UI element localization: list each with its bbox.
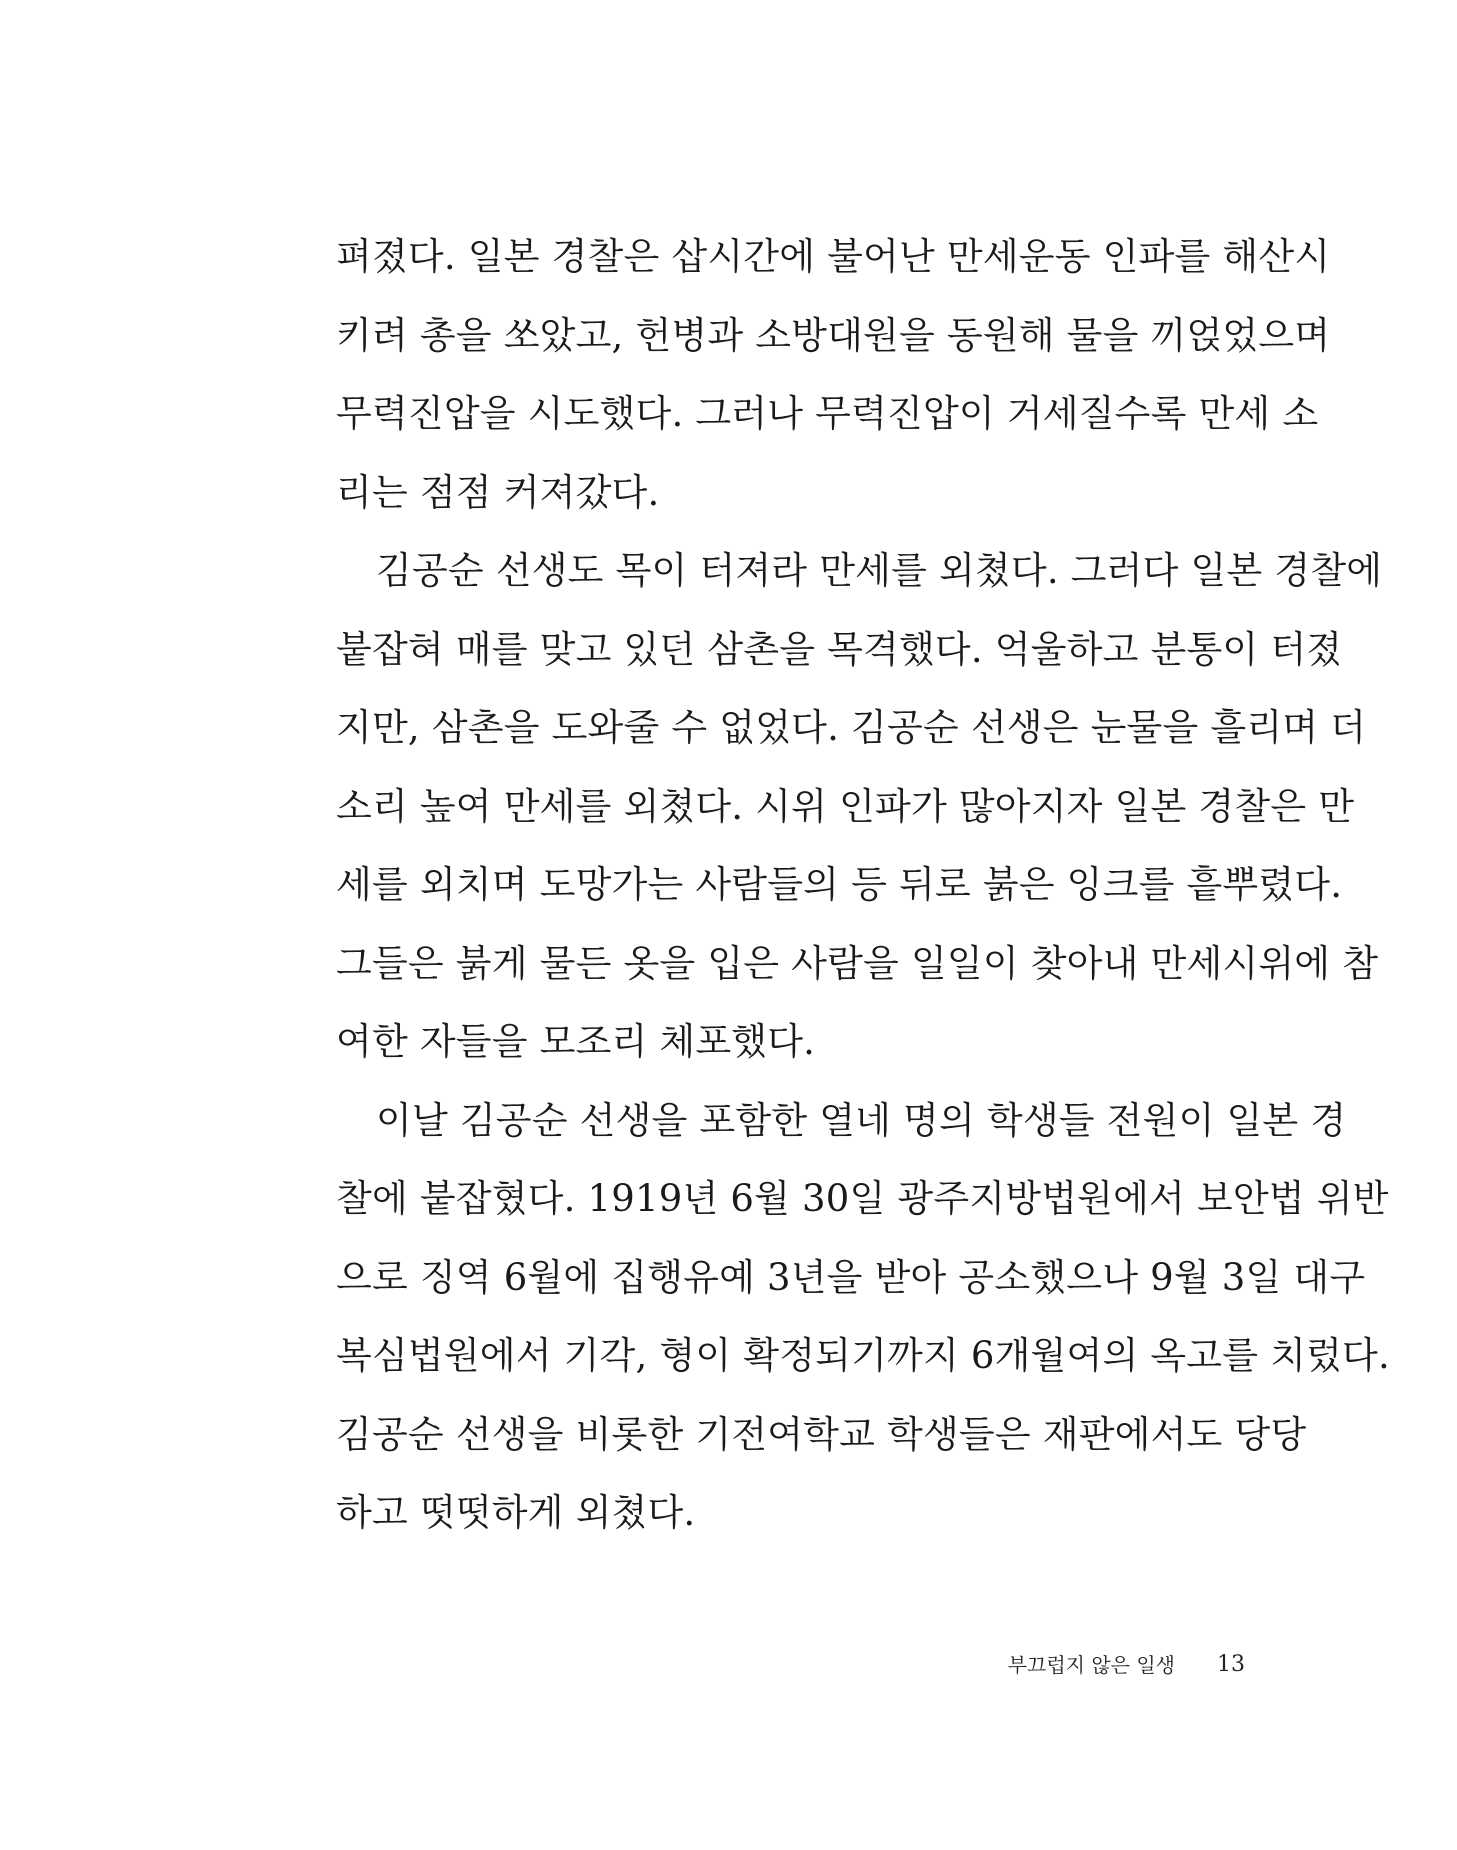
text-line: 소리 높여 만세를 외쳤다. 시위 인파가 많아지자 일본 경찰은 만 <box>336 784 1355 828</box>
text-line: 이날 김공순 선생을 포함한 열네 명의 학생들 전원이 일본 경 <box>376 1098 1347 1142</box>
text-line: 찰에 붙잡혔다. 1919년 6월 30일 광주지방법원에서 보안법 위반 <box>336 1177 1389 1220</box>
text-line: 붙잡혀 매를 맞고 있던 삼촌을 목격했다. 억울하고 분통이 터졌 <box>336 627 1343 671</box>
text-line: 키려 총을 쏘았고, 헌병과 소방대원을 동원해 물을 끼얹었으며 <box>336 313 1331 357</box>
text-line: 지만, 삼촌을 도와줄 수 없었다. 김공순 선생은 눈물을 흘리며 더 <box>336 706 1367 749</box>
text-line: 하고 떳떳하게 외쳤다. <box>336 1491 696 1534</box>
text-line: 무력진압을 시도했다. 그러나 무력진압이 거세질수록 만세 소 <box>336 392 1319 435</box>
text-line: 리는 점점 커져갔다. <box>336 470 660 514</box>
running-title: 부끄럽지 않은 일생 <box>1007 1653 1175 1677</box>
text-line: 그들은 붉게 물든 옷을 입은 사람을 일일이 찾아내 만세시위에 참 <box>336 941 1379 985</box>
text-line: 으로 징역 6월에 집행유예 3년을 받아 공소했으나 9월 3일 대구 <box>336 1255 1366 1299</box>
text-line: 펴졌다. 일본 경찰은 삽시간에 불어난 만세운동 인파를 해산시 <box>336 235 1331 278</box>
page-number: 13 <box>1217 1652 1245 1677</box>
text-line: 복심법원에서 기각, 형이 확정되기까지 6개월여의 옥고를 치렀다. <box>336 1334 1390 1377</box>
page-footer <box>1008 1650 1245 1680</box>
body-text <box>336 218 1390 1553</box>
text-line: 김공순 선생을 비롯한 기전여학교 학생들은 재판에서도 당당 <box>336 1412 1307 1456</box>
text-line: 세를 외치며 도망가는 사람들의 등 뒤로 붉은 잉크를 흩뿌렸다. <box>336 863 1343 906</box>
text-line: 여한 자들을 모조리 체포했다. <box>336 1020 816 1063</box>
text-line: 김공순 선생도 목이 터져라 만세를 외쳤다. 그러다 일본 경찰에 <box>376 549 1383 592</box>
